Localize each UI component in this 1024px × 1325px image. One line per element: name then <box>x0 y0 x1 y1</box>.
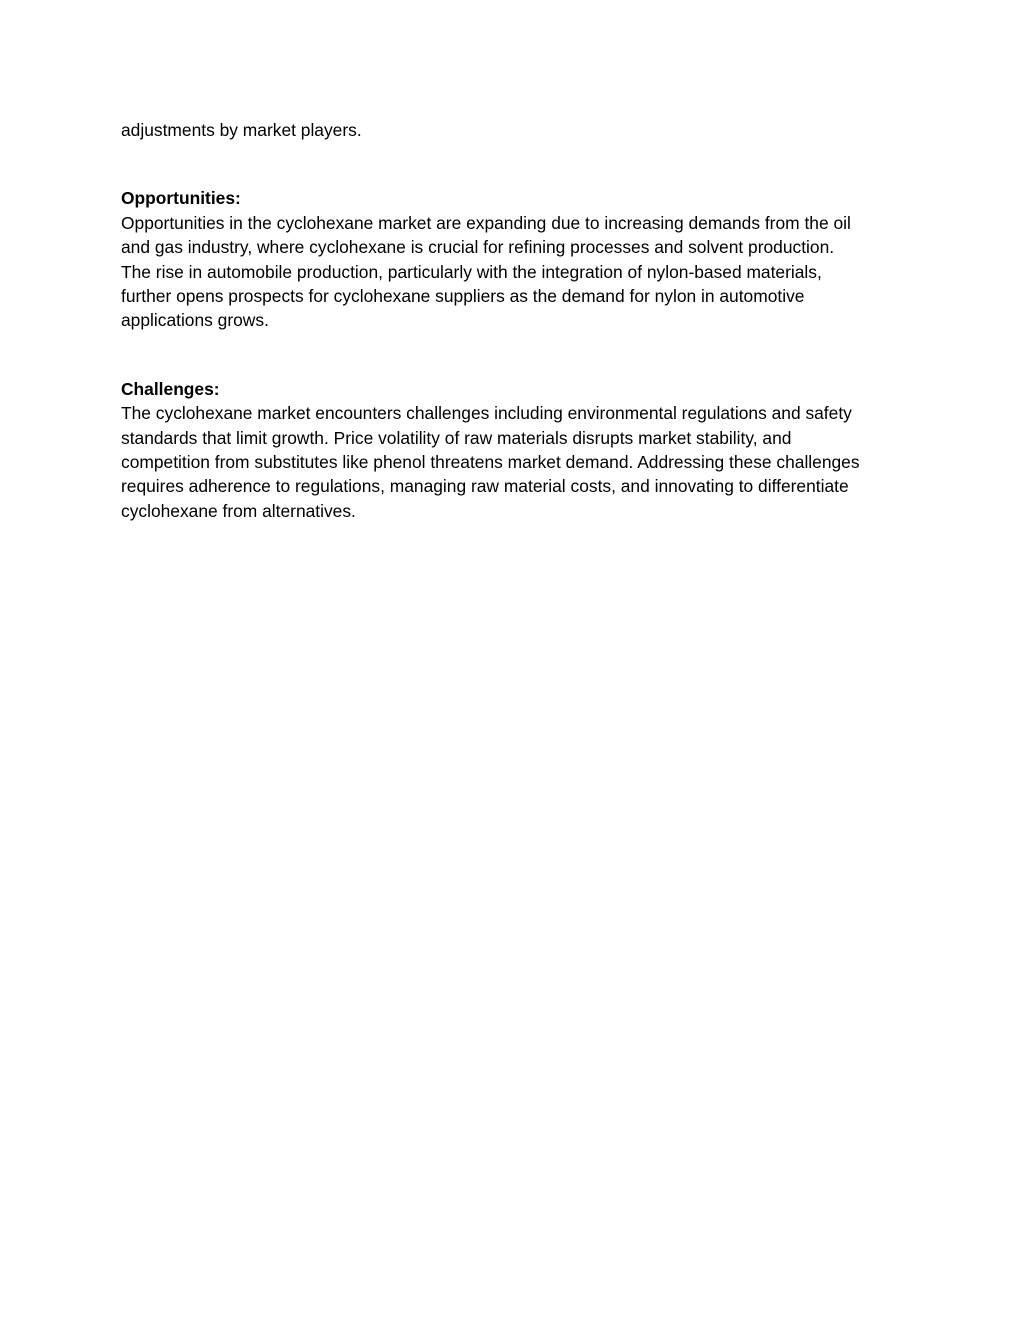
paragraph-line: and gas industry, where cyclohexane is crucial for refining processes and solvent production. <box>121 237 835 258</box>
paragraph-line: applications grows. <box>121 310 269 331</box>
paragraph-line: cyclohexane from alternatives. <box>121 500 356 521</box>
challenges-paragraph <box>121 401 911 523</box>
opportunities-section <box>121 186 911 332</box>
paragraph-line: requires adherence to regulations, managing raw material costs, and innovating to differentiate <box>121 476 849 497</box>
paragraph-line: standards that limit growth. Price volatility of raw materials disrupts market stability, and <box>121 427 792 448</box>
paragraph-line: The rise in automobile production, particularly with the integration of nylon-based materials, <box>121 261 822 282</box>
challenges-section <box>121 377 911 523</box>
opportunities-paragraph <box>121 211 911 333</box>
intro-paragraph <box>121 118 911 142</box>
paragraph-line: The cyclohexane market encounters challenges including environmental regulations and safety <box>121 403 852 424</box>
section-heading-challenges: Challenges: <box>121 378 220 399</box>
section-heading-opportunities: Opportunities: <box>121 188 241 209</box>
paragraph-line: adjustments by market players. <box>121 120 362 140</box>
document-page <box>121 118 911 523</box>
paragraph-line: Opportunities in the cyclohexane market are expanding due to increasing demands from the oil <box>121 212 851 233</box>
paragraph-line: competition from substitutes like phenol threatens market demand. Addressing these challenges <box>121 452 860 473</box>
paragraph-line: further opens prospects for cyclohexane suppliers as the demand for nylon in automotive <box>121 286 805 307</box>
